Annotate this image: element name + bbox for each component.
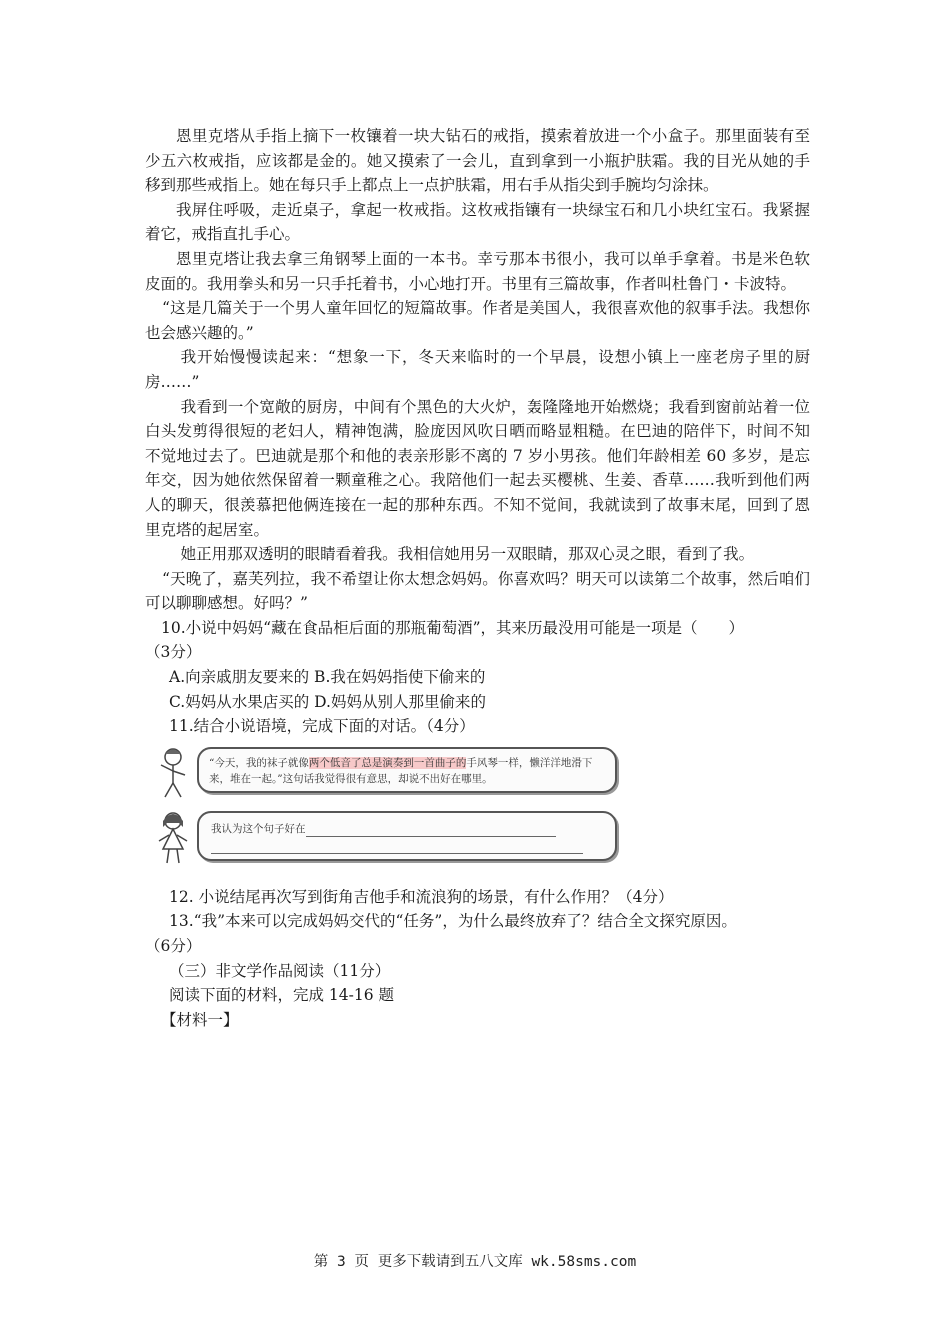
passage-paragraph-1: 恩里克塔从手指上摘下一枚镶着一块大钻石的戒指，摸索着放进一个小盒子。那里面装有至少五六枚戒指，应该都是金的。她又摸索了一会儿，直到拿到一小瓶护肤霜。我的目光从她的手移到那些戒指上。她在每只手上都点上一点护肤霜，用右手从指尖到手腕均匀涂抹。 (145, 127, 810, 195)
girl-cartoon-icon (153, 809, 193, 865)
answer-blank-line-1 (306, 825, 556, 837)
question-12: 12. 小说结尾再次写到街角吉他手和流浪狗的场景，有什么作用？（4分） (169, 887, 674, 906)
question-10-options-ab: A.向亲戚朋友要来的 B.我在妈妈指使下偷来的 (169, 668, 486, 687)
bubble-2-text: 我认为这个句子好在 (211, 822, 306, 835)
page-footer: 第 3 页 更多下载请到五八文库 wk.58sms.com (313, 1254, 637, 1270)
question-10-score: （3分） (145, 643, 202, 662)
passage-paragraph-2: 我屏住呼吸，走近桌子，拿起一枚戒指。这枚戒指镶有一块绿宝石和几小块红宝石。我紧握着它，戒指直扎手心。 (145, 200, 810, 244)
passage-paragraph-8: “天晚了，嘉芙列拉，我不希望让你太想念妈妈。你喜欢吗？明天可以读第二个故事，然后咱们可以聊聊感想。好吗？” (145, 569, 810, 613)
main-text (145, 124, 810, 1032)
passage-paragraph-4: “这是几篇关于一个男人童年回忆的短篇故事。作者是美国人，我很喜欢他的叙事手法。我想你也会感兴趣的。” (145, 299, 810, 342)
answer-blank-line-2 (211, 837, 583, 854)
speech-bubble-2 (197, 811, 617, 861)
speech-bubble-1 (197, 747, 617, 793)
passage-paragraph-6: 我看到一个宽敞的厨房，中间有个黑色的大火炉，轰隆隆地开始燃烧；我看到窗前站着一位白头发剪得很短的老妇人，精神饱满，脸庞因风吹日晒而略显粗糙。在巴迪的陪伴下，时间不知不觉地过去了。巴迪就是那个和他的表亲形影不离的 7 岁小男孩。他们年龄相差 60 多岁，是忘年交，因为她依然保留着一颗童稚之心。我陪他们一起去买樱桃、生姜、香草……我听到他们两人的聊天，很羡慕把他俩连接在一起的那种东西。不知不觉间，我就读到了故事末尾，回到了恩里克塔的起居室。 (145, 397, 810, 539)
boy-cartoon-icon (153, 745, 193, 801)
dialogue-figure (153, 745, 625, 875)
section-3-heading: （三）非文学作品阅读（11分） (169, 961, 391, 980)
passage-paragraph-7: 她正用那双透明的眼睛看着我。我相信她用另一双眼睛，那双心灵之眼，看到了我。 (180, 545, 755, 564)
question-10-stem: 10.小说中妈妈“藏在食品柜后面的那瓶葡萄酒”，其来历最没用可能是一项是（ ） (161, 618, 745, 637)
passage-paragraph-5: 我开始慢慢读起来：“想象一下，冬天来临时的一个早晨，设想小镇上一座老房子里的厨房……” (145, 348, 810, 391)
question-11-stem: 11.结合小说语境，完成下面的对话。（4分） (169, 717, 475, 736)
question-10-options-cd: C.妈妈从水果店买的 D.妈妈从别人那里偷来的 (169, 692, 486, 711)
passage-paragraph-3: 恩里克塔让我去拿三角钢琴上面的一本书。幸亏那本书很小，我可以单手拿着。书是米色软皮面的。我用拳头和另一只手托着书，小心地打开。书里有三篇故事，作者叫杜鲁门・卡波特。 (145, 249, 810, 293)
bubble-1-highlight: 两个低音了总是演奏到一首曲子的 (308, 756, 467, 769)
bubble-1-text-end: 手风琴一样，懒洋洋地滑下来，堆在一起。”这句话我觉得很有意思，却说不出好在哪里。 (209, 756, 593, 785)
material-1-label: 【材料一】 (161, 1010, 239, 1029)
bubble-1-text-start: “今天，我的袜子就像 (209, 756, 309, 769)
question-13-score: （6分） (145, 937, 202, 956)
question-13-stem: 13.“我”本来可以完成妈妈交代的“任务”，为什么最终放弃了？结合全文探究原因。 (169, 912, 737, 931)
reading-instruction: 阅读下面的材料，完成 14-16 题 (169, 986, 395, 1005)
